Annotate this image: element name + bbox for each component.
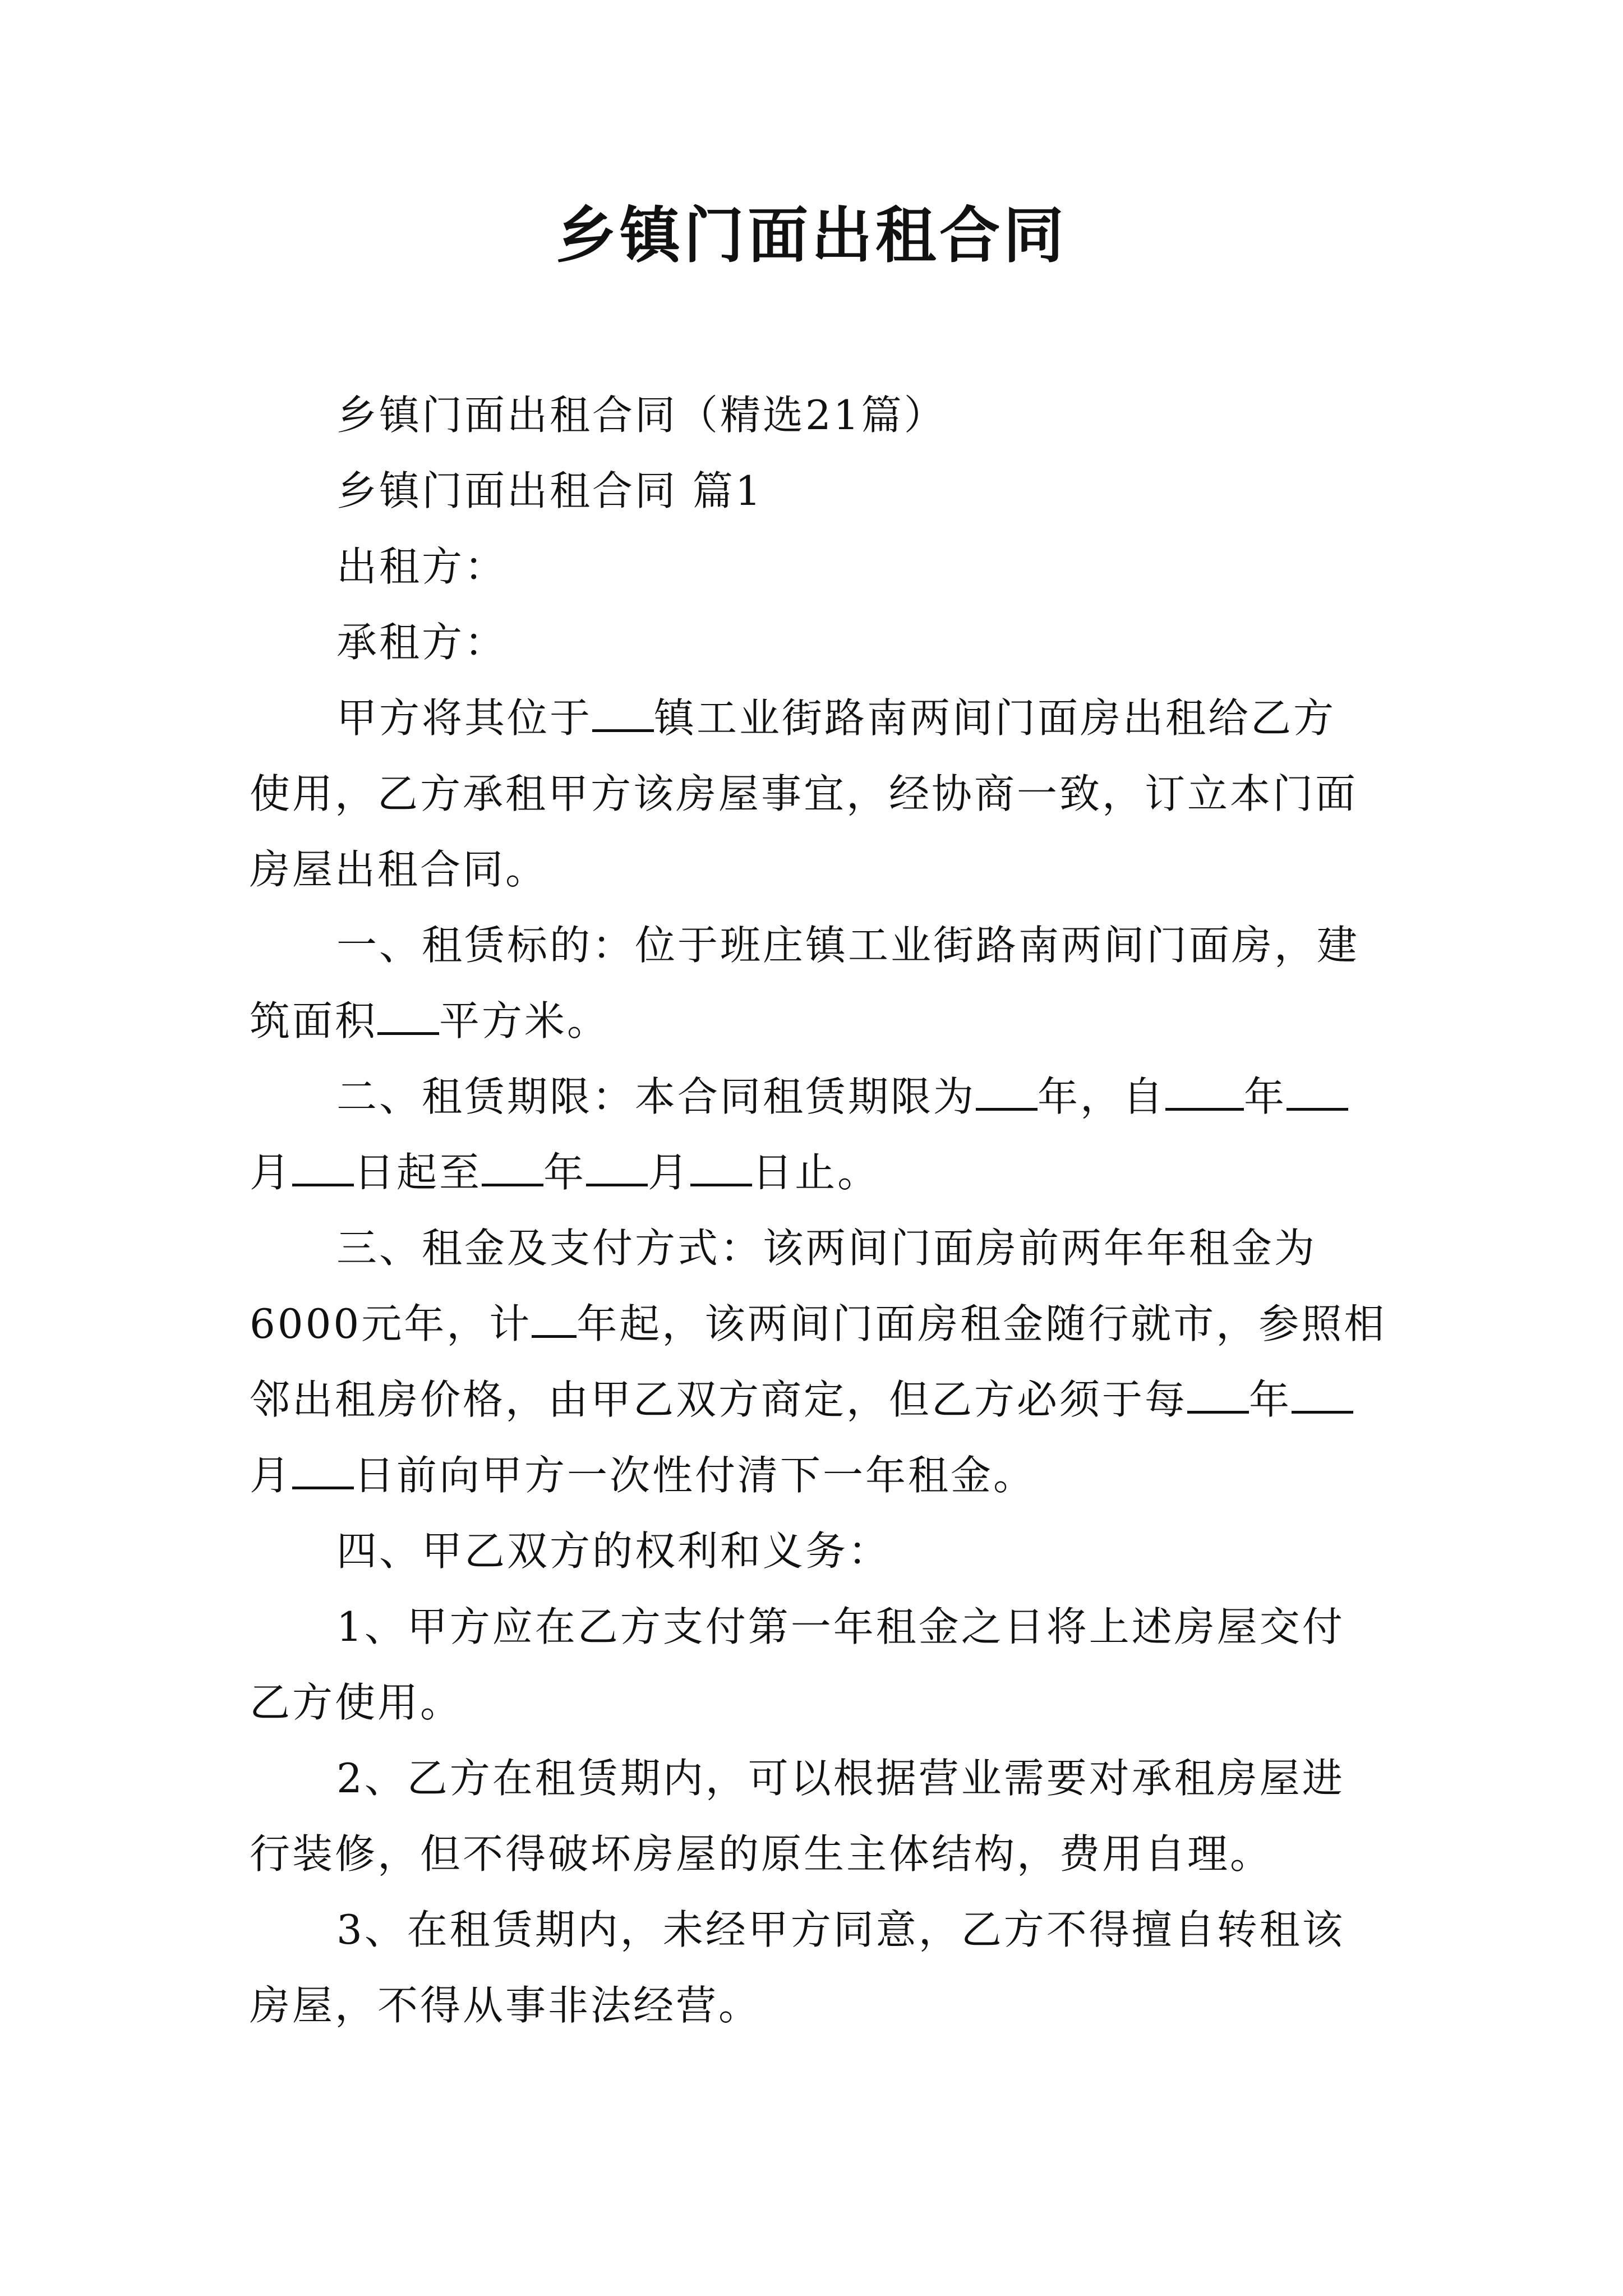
clause4-item3-line-1: 3、在租赁期内，未经甲方同意，乙方不得擅自转租该 — [336, 1906, 1345, 1953]
blank-underline — [1292, 1375, 1353, 1414]
blank-underline — [292, 1451, 354, 1489]
blank-underline — [1287, 1072, 1348, 1111]
clause3-text: 日前向甲方一次性付清下一年租金。 — [354, 1452, 1036, 1499]
blank-underline — [482, 1148, 543, 1186]
intro-text: 镇工业街路南两间门面房出租给乙方 — [654, 694, 1336, 742]
blank-underline — [532, 1299, 577, 1338]
blank-underline — [292, 1148, 354, 1186]
clause1-line-1: 一、租赁标的：位于班庄镇工业街路南两间门面房，建 — [336, 922, 1360, 969]
blank-underline — [377, 996, 439, 1035]
clause4-heading: 四、甲乙双方的权利和义务： — [336, 1527, 891, 1575]
clause2-text: 月 — [250, 1149, 293, 1196]
clause2-text: 年，自 — [1038, 1073, 1166, 1120]
clause4-item1-line-1: 1、甲方应在乙方支付第一年租金之日将上述房屋交付 — [336, 1603, 1345, 1650]
clause3-text: 月 — [250, 1452, 293, 1499]
clause3-line-4 — [250, 1447, 1036, 1503]
clause1-line-2 — [250, 993, 610, 1049]
blank-underline — [1165, 1072, 1244, 1111]
blank-underline — [586, 1148, 648, 1186]
blank-underline — [1187, 1375, 1249, 1414]
clause2-text: 年 — [1244, 1073, 1287, 1120]
clause3-text: 6000元年，计 — [250, 1300, 532, 1347]
clause2-text: 日起至 — [354, 1149, 482, 1196]
clause4-item3-line-2: 房屋，不得从事非法经营。 — [250, 1982, 762, 2029]
clause4-item2-line-2: 行装修，但不得破坏房屋的原生主体结构，费用自理。 — [250, 1830, 1273, 1878]
clause2-text: 月 — [648, 1149, 691, 1196]
intro-line-1 — [336, 690, 1336, 746]
clause3-text: 年起，该两间门面房租金随行就市，参照相 — [577, 1300, 1387, 1347]
intro-line-2: 使用，乙方承租甲方该房屋事宜，经协商一致，订立本门面 — [250, 770, 1358, 817]
blank-underline — [976, 1072, 1038, 1111]
clause1-text: 平方米。 — [439, 997, 610, 1045]
blank-underline — [592, 693, 654, 732]
clause4-item1-line-2: 乙方使用。 — [250, 1679, 463, 1726]
lessor-label: 出租方： — [336, 543, 508, 590]
lessee-label: 承租方： — [336, 619, 508, 666]
clause2-text: 二、租赁期限：本合同租赁期限为 — [336, 1073, 976, 1120]
intro-line-3: 房屋出租合同。 — [250, 846, 548, 893]
clause3-line-2 — [250, 1296, 1386, 1352]
clause2-text: 年 — [543, 1149, 587, 1196]
clause3-text: 邻出租房价格，由甲乙双方商定，但乙方必须于每 — [250, 1376, 1188, 1423]
section-heading: 乡镇门面出租合同 篇1 — [336, 467, 763, 514]
document-subtitle: 乡镇门面出租合同（精选21篇） — [336, 392, 947, 439]
clause2-text: 日止。 — [752, 1149, 880, 1196]
clause4-item2-line-1: 2、乙方在租赁期内，可以根据营业需要对承租房屋进 — [336, 1755, 1345, 1802]
clause1-text: 筑面积 — [250, 997, 378, 1045]
document-title: 乡镇门面出租合同 — [555, 200, 1067, 271]
clause3-text: 年 — [1249, 1376, 1292, 1423]
blank-underline — [690, 1148, 752, 1186]
intro-text: 甲方将其位于 — [336, 694, 593, 742]
clause3-line-1: 三、租金及支付方式：该两间门面房前两年年租金为 — [336, 1225, 1317, 1272]
clause2-line-2 — [250, 1144, 880, 1200]
clause3-line-3 — [250, 1372, 1353, 1428]
clause2-line-1 — [336, 1069, 1348, 1125]
